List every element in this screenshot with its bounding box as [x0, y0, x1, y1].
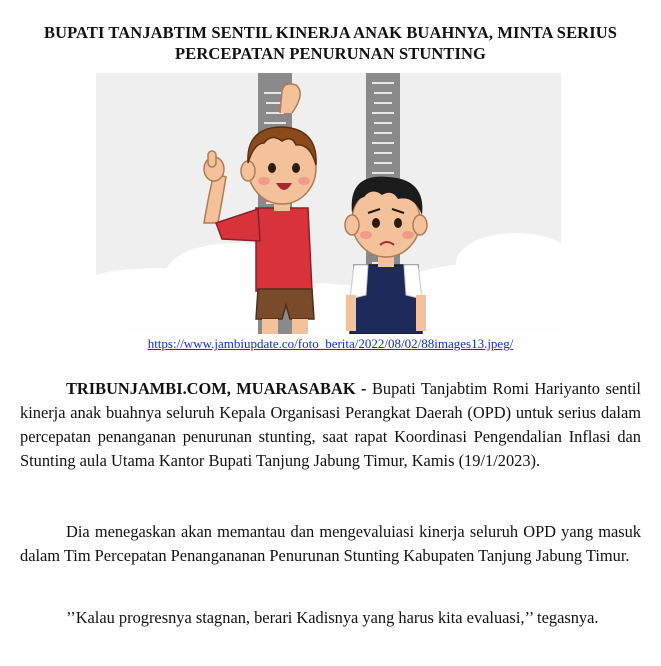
paragraph-1-body: Bupati Tanjabtim Romi Hariyanto sentil kinerja anak buahnya seluruh Kepala Organisasi Perangkat Daerah (OPD) untuk serius dalam percepatan penanganan penurunan stunting, saat rapat Koordinasi Pengendalian Inflasi dan Stunting aula Utama Kantor Bupati Tanjung Jabung Timur, Kamis (19/1/2023). [20, 379, 641, 470]
image-source-link[interactable]: https://www.jambiupdate.co/foto_berita/2022/08/02/88images13.jpeg/ [147, 336, 514, 351]
image-caption [0, 336, 661, 352]
kids-height-illustration [96, 73, 561, 334]
headline [0, 22, 661, 64]
headline-line-2: PERCEPATAN PENURUNAN STUNTING [175, 44, 486, 63]
dateline: TRIBUNJAMBI.COM, MUARASABAK - [66, 379, 367, 398]
article-paragraph-2: Dia menegaskan akan memantau dan mengevaluiasi kinerja seluruh OPD yang masuk dalam Tim Percepatan Penangananan Penurunan Stunting Kabupaten Tanjung Jabung Timur. [20, 522, 641, 565]
headline-line-1: BUPATI TANJABTIM SENTIL KINERJA ANAK BUAHNYA, MINTA SERIUS [43, 23, 618, 42]
article-paragraph-3: ’’Kalau progresnya stagnan, berari Kadisnya yang harus kita evaluasi,’’ tegasnya. [66, 608, 599, 627]
article-illustration [96, 73, 561, 334]
article-paragraph-1 [20, 377, 641, 473]
